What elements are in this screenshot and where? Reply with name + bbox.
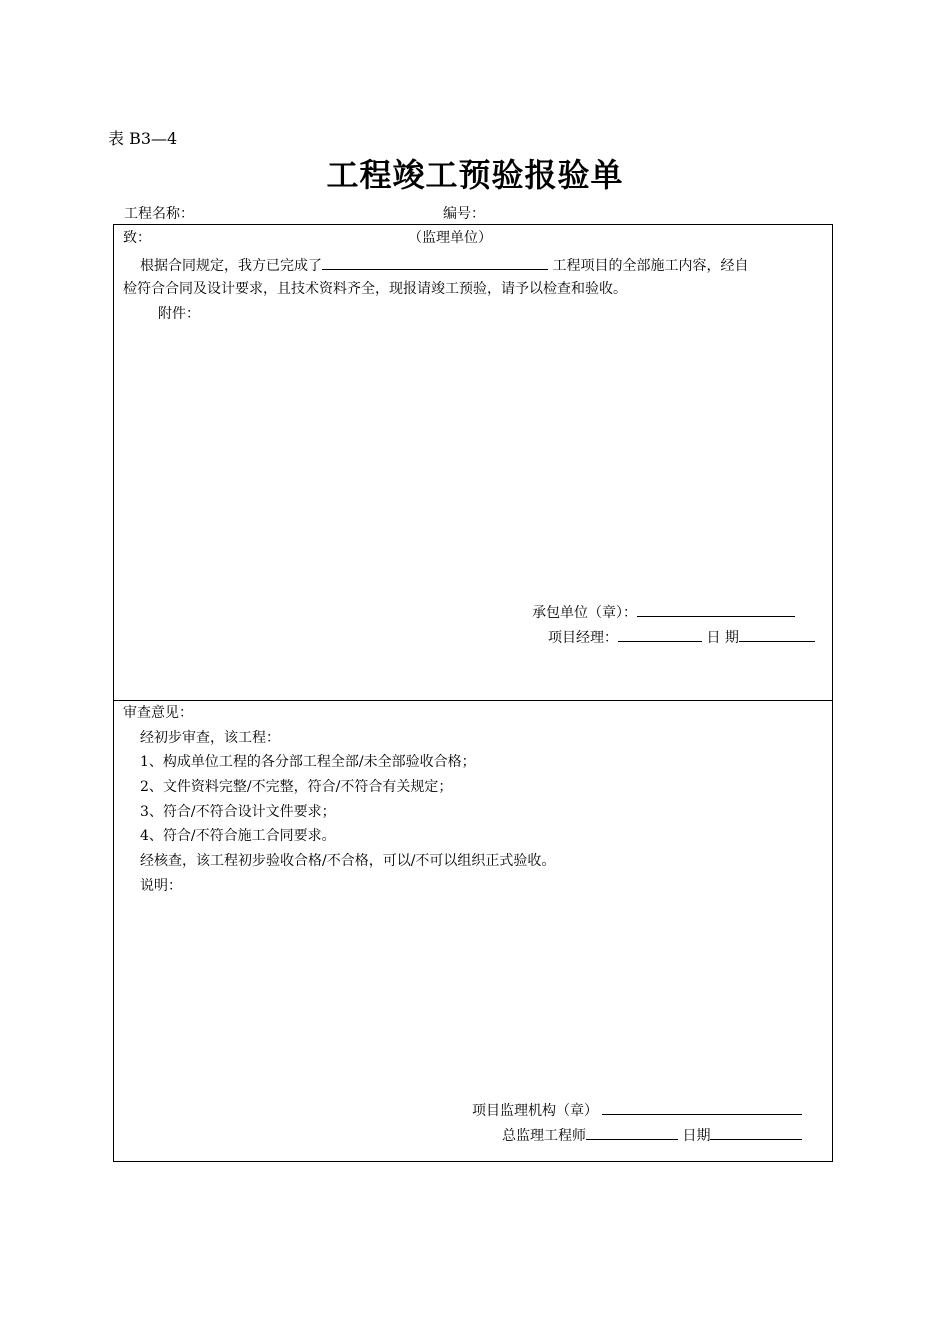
review-date-label: 日期 bbox=[682, 1128, 711, 1144]
manager-signature-line bbox=[548, 627, 815, 647]
statement-line-2: 检符合合同及设计要求，且技术资料齐全，现报请竣工预验，请予以检查和验收。 bbox=[123, 281, 627, 297]
manager-label: 项目经理： bbox=[548, 630, 618, 646]
to-label: 致： bbox=[123, 230, 151, 246]
review-item-3: 3、符合/不符合设计文件要求； bbox=[140, 804, 336, 820]
to-unit-label: （监理单位） bbox=[408, 230, 492, 246]
number-label: 编号： bbox=[443, 206, 485, 222]
attachment-label: 附件： bbox=[158, 306, 200, 322]
engineer-blank bbox=[586, 1125, 678, 1140]
submission-section bbox=[113, 224, 833, 701]
review-item-1: 1、构成单位工程的各分部工程全部/未全部验收合格； bbox=[140, 754, 476, 770]
date-blank bbox=[739, 627, 815, 642]
statement-prefix: 根据合同规定，我方已完成了 bbox=[140, 258, 322, 274]
review-intro: 经初步审查，该工程： bbox=[140, 730, 280, 746]
statement-suffix: 工程项目的全部施工内容，经自 bbox=[552, 258, 749, 274]
manager-blank bbox=[618, 627, 702, 642]
statement-line-1 bbox=[140, 255, 748, 275]
org-label: 项目监理机构（章） bbox=[472, 1103, 598, 1119]
contractor-label: 承包单位（章）： bbox=[532, 605, 637, 621]
contractor-blank bbox=[637, 602, 795, 617]
contractor-signature-line bbox=[532, 602, 795, 622]
project-item-blank bbox=[322, 255, 548, 270]
review-date-blank bbox=[710, 1125, 802, 1140]
note-label: 说明： bbox=[140, 878, 182, 894]
engineer-label: 总监理工程师 bbox=[502, 1128, 586, 1144]
page-title: 工程竣工预验报验单 bbox=[326, 156, 624, 194]
review-item-4: 4、符合/不符合施工合同要求。 bbox=[140, 828, 336, 844]
review-label: 审查意见： bbox=[123, 705, 193, 721]
engineer-signature-line bbox=[502, 1125, 802, 1145]
project-name-label: 工程名称： bbox=[124, 206, 194, 222]
review-section bbox=[113, 699, 833, 1162]
form-code: 表 B3—4 bbox=[108, 129, 178, 148]
review-conclusion: 经核查，该工程初步验收合格/不合格，可以/不可以组织正式验收。 bbox=[140, 853, 556, 869]
org-blank bbox=[602, 1100, 802, 1115]
org-signature-line bbox=[472, 1100, 802, 1120]
date-label: 日 期 bbox=[706, 630, 739, 646]
review-item-2: 2、文件资料完整/不完整，符合/不符合有关规定； bbox=[140, 779, 453, 795]
